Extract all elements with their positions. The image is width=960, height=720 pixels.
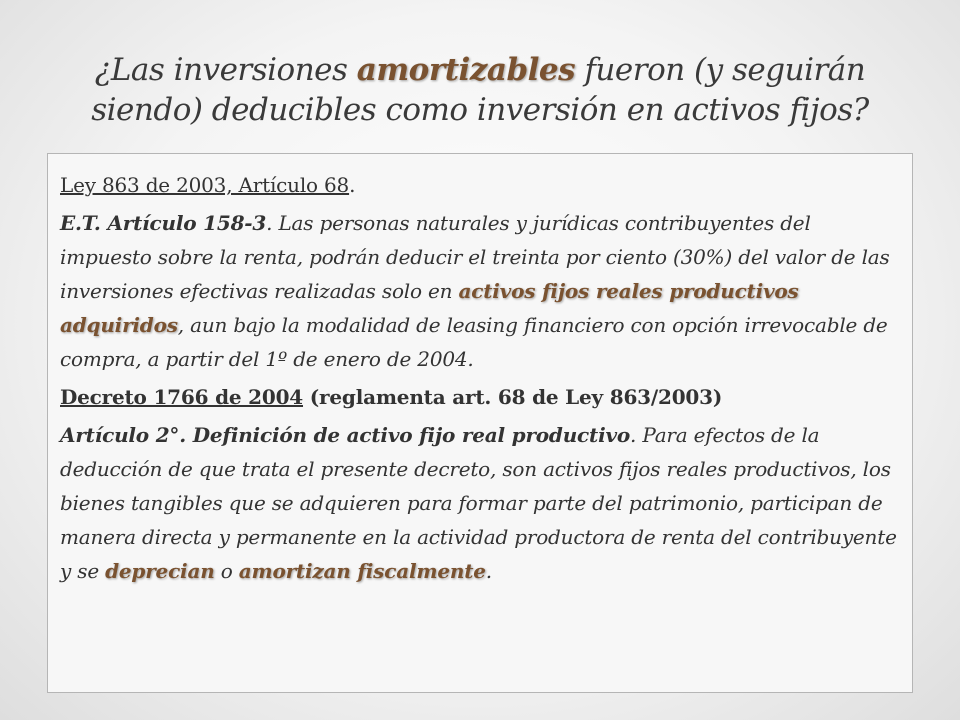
article-158-text1: . Las personas naturales y jurídicas contribuyentes del impuesto sobre la renta, podrán deducir el treinta por ciento (30%) del valor de las inversiones efectivas realizadas solo en <box>60 211 890 303</box>
article-2-emphasis-deprecian: deprecian <box>105 559 215 583</box>
article-158-paragraph <box>60 206 902 376</box>
title-part1: ¿Las inversiones <box>94 52 357 88</box>
article-2-paragraph <box>60 418 902 588</box>
article-2-end: . <box>485 559 492 583</box>
article-2-mid: o <box>214 559 239 583</box>
title-emphasis: amortizables <box>356 52 576 88</box>
decree-heading <box>60 380 902 414</box>
title-part2: fueron (y seguirán siendo) deducibles como inversión en activos fijos? <box>91 52 869 128</box>
article-158-text2: , aun bajo la modalidad de leasing financiero con opción irrevocable de compra, a partir del 1º de enero de 2004. <box>60 313 888 371</box>
article-158-emphasis: activos fijos reales productivos adquiridos <box>60 279 799 337</box>
decree-note: (reglamenta art. 68 de Ley 863/2003) <box>303 385 723 409</box>
content-box <box>47 153 913 693</box>
law-dot: . <box>349 173 356 197</box>
slide-title <box>40 50 920 130</box>
law-link[interactable]: Ley 863 de 2003, Artículo 68 <box>60 173 350 197</box>
article-158-label: E.T. Artículo 158-3 <box>60 211 267 235</box>
decree-link[interactable]: Decreto 1766 de 2004 <box>60 385 304 409</box>
article-2-label: Artículo 2°. Definición de activo fijo real productivo <box>60 423 631 447</box>
law-reference <box>60 168 902 202</box>
article-2-text1: . Para efectos de la deducción de que trata el presente decreto, son activos fijos reales productivos, los bienes tangibles que se adquieren para formar parte del patrimonio, participan de manera directa y permanente en la actividad productora de renta del contribuyente y se <box>60 423 897 583</box>
article-2-emphasis-amortizan: amortizan fiscalmente <box>238 559 486 583</box>
